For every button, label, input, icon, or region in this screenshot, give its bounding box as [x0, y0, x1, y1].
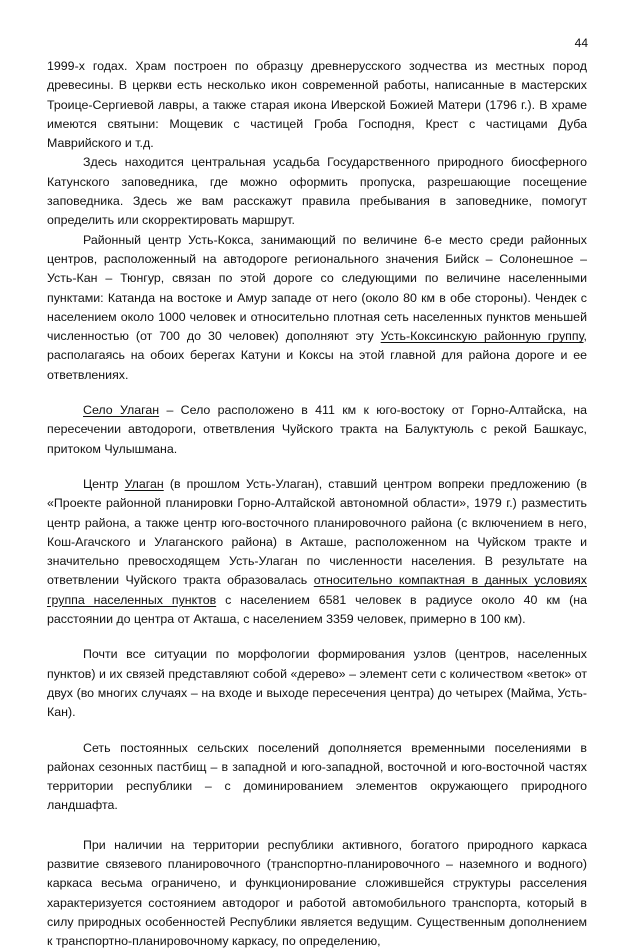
paragraph-reserve: Здесь находится центральная усадьба Государственного природного биосферного Катунского заповедника, где можно оформить пропуска, разрешающие посещение заповедника. Здесь же вам расскажут правила пребывания в заповеднике, помогут определить или скорректировать маршрут. — [47, 155, 587, 228]
underlined-term: Улаган — [124, 476, 164, 491]
paragraph-seasonal: Сеть постоянных сельских поселений дополняется временными поселениями в районах сезонных пастбищ – в западной и юго-западной, восточной и юго-восточной частях территории республики – с доминированием элементов окружающего природного ландшафта. — [47, 740, 587, 813]
underlined-term: Село Улаган — [83, 403, 160, 418]
text-run: , располагаясь на обоих берегах Катуни и Коксы на этой главной для района дороге и ее ответвлениях. — [47, 329, 587, 382]
paragraph-transport: При наличии на территории республики активного, богатого природного каркаса развитие связевого планировочного (транспортно-планировочного – наземного и водного) каркаса весьма ограничено, и функционирование сложившейся структуры расселения характеризуется состоянием автодорог и работой автомобильного транспорта, который в силу природных особенностей Республики является ведущим. Существенным дополнением к транспортно-планировочному каркасу, по определению, — [47, 837, 587, 949]
paragraph-church: 1999-х годах. Храм построен по образцу древнерусского зодчества из местных пород древесины. В церкви есть несколько икон современной работы, написанные в мастерских Троице-Сергиевой лавры, а также старая икона Иверской Божией Матери (1796 г.). В храме имеются святыни: Мощевик с частицей Гроба Господня, Крест с частицами Дуба Маврийского и т.д. — [47, 59, 587, 151]
text-run: Районный центр Усть-Кокса, занимающий по величине 6-е место среди районных центров, расположенный на автодороге регионального значения Бийск – Солонешное – Усть-Кан – Тюнгур, связан по этой дороге со следующими по величине населенными пунктами: Катанда на востоке и Амур западе от него (около 80 км в обе стороны). Чендек с населением около 1000 человек и относительно плотная сеть населенных пунктов меньшей численностью (от 700 до 30 человек) дополняют эту — [47, 232, 587, 344]
page-number: 44 — [574, 36, 588, 50]
text-run: с населением 6581 человек в радиусе около 40 км (на расстоянии до центра от Акташа, с населением 3359 человек, примерно в 100 км). — [47, 592, 587, 627]
underlined-term: относительно компактная в данных условиях группа населенных пунктов — [47, 573, 587, 607]
underlined-term: Усть-Коксинскую районную группу — [380, 329, 584, 344]
paragraph-ulagan-center — [47, 475, 587, 629]
page-body — [47, 57, 587, 951]
paragraph-morphology: Почти все ситуации по морфологии формирования узлов (центров, населенных пунктов) и их связей представляют собой «дерево» – элемент сети с количеством «веток» от двух (во многих случаях – на входе и выходе пересечения центра) до четырех (Майма, Усть-Кан). — [47, 647, 587, 720]
paragraph-ulagan-village — [47, 401, 587, 459]
text-run: – Село расположено в 411 км к юго-востоку от Горно-Алтайска, на пересечении автодороги, ответвления Чуйского тракта на Балуктуюль с рекой Башкаус, притоком Чулышмана. — [47, 403, 587, 456]
text-run: Центр — [83, 476, 125, 491]
paragraph-ust-koksa — [47, 231, 587, 385]
text-run: (в прошлом Усть-Улаган), ставший центром вопреки предложению (в «Проекте районной планировки Горно-Алтайской автономной области», 1979 г.) разместить центр района, а также центр юго-восточного планировочного района (с включением в него, Кош-Агачского и Улаганского района) в Акташе, расположенном на Чуйском тракте и значительно превосходящем Усть-Улаган по численности населения. В результате на ответвлении Чуйского тракта образовалась — [47, 476, 587, 588]
